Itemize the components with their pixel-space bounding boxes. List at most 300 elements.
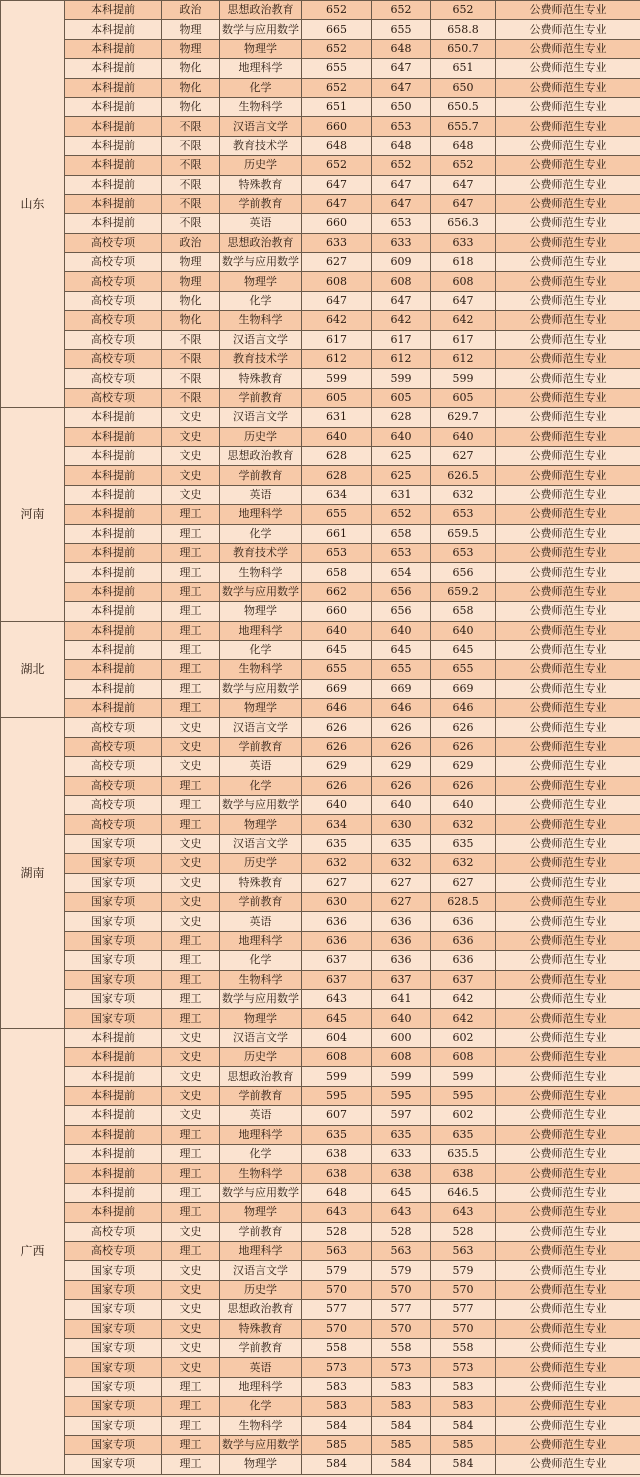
subject-cell: 不限 (162, 388, 220, 407)
table-row (1, 699, 640, 718)
major-cell: 数学与应用数学 (220, 989, 302, 1008)
major-cell: 数学与应用数学 (220, 253, 302, 272)
note-cell: 公费师范生专业 (496, 388, 640, 407)
table-row (1, 1300, 640, 1319)
subject-cell: 理工 (162, 1203, 220, 1222)
max-score-cell: 617 (302, 330, 372, 349)
subject-cell: 理工 (162, 1125, 220, 1144)
batch-cell: 高校专项 (65, 1242, 162, 1261)
subject-cell: 文史 (162, 1280, 220, 1299)
province-cell: 河南 (1, 408, 65, 621)
table-row (1, 796, 640, 815)
province-cell: 广西 (1, 1028, 65, 1474)
min-score-cell: 647 (372, 78, 431, 97)
avg-score-cell: 602 (431, 1106, 496, 1125)
note-cell: 公费师范生专业 (496, 1261, 640, 1280)
batch-cell: 本科提前 (65, 699, 162, 718)
note-cell: 公费师范生专业 (496, 873, 640, 892)
major-cell: 思想政治教育 (220, 1, 302, 20)
batch-cell: 本科提前 (65, 1203, 162, 1222)
max-score-cell: 652 (302, 156, 372, 175)
subject-cell: 物化 (162, 311, 220, 330)
batch-cell: 国家专项 (65, 989, 162, 1008)
subject-cell: 不限 (162, 117, 220, 136)
major-cell: 地理科学 (220, 59, 302, 78)
batch-cell: 国家专项 (65, 873, 162, 892)
min-score-cell: 597 (372, 1106, 431, 1125)
table-row (1, 660, 640, 679)
min-score-cell: 599 (372, 369, 431, 388)
batch-cell: 高校专项 (65, 796, 162, 815)
max-score-cell: 645 (302, 1009, 372, 1028)
batch-cell: 本科提前 (65, 408, 162, 427)
note-cell: 公费师范生专业 (496, 1435, 640, 1454)
min-score-cell: 635 (372, 834, 431, 853)
max-score-cell: 662 (302, 582, 372, 601)
subject-cell: 文史 (162, 834, 220, 853)
min-score-cell: 605 (372, 388, 431, 407)
major-cell: 地理科学 (220, 1125, 302, 1144)
major-cell: 英语 (220, 1106, 302, 1125)
batch-cell: 国家专项 (65, 912, 162, 931)
note-cell: 公费师范生专业 (496, 1242, 640, 1261)
max-score-cell: 646 (302, 699, 372, 718)
major-cell: 历史学 (220, 1048, 302, 1067)
subject-cell: 政治 (162, 233, 220, 252)
max-score-cell: 631 (302, 408, 372, 427)
major-cell: 物理学 (220, 699, 302, 718)
table-row (1, 873, 640, 892)
batch-cell: 高校专项 (65, 757, 162, 776)
subject-cell: 理工 (162, 543, 220, 562)
subject-cell: 理工 (162, 796, 220, 815)
batch-cell: 高校专项 (65, 350, 162, 369)
major-cell: 学前教育 (220, 737, 302, 756)
table-row (1, 1222, 640, 1241)
table-row (1, 272, 640, 291)
major-cell: 化学 (220, 78, 302, 97)
batch-cell: 本科提前 (65, 1028, 162, 1047)
major-cell: 化学 (220, 291, 302, 310)
note-cell: 公费师范生专业 (496, 989, 640, 1008)
min-score-cell: 636 (372, 951, 431, 970)
subject-cell: 不限 (162, 156, 220, 175)
batch-cell: 国家专项 (65, 834, 162, 853)
note-cell: 公费师范生专业 (496, 233, 640, 252)
note-cell: 公费师范生专业 (496, 1338, 640, 1357)
table-row (1, 640, 640, 659)
avg-score-cell: 583 (431, 1397, 496, 1416)
max-score-cell: 585 (302, 1435, 372, 1454)
table-row (1, 1028, 640, 1047)
table-row (1, 1183, 640, 1202)
note-cell: 公费师范生专业 (496, 776, 640, 795)
note-cell: 公费师范生专业 (496, 1397, 640, 1416)
table-row (1, 951, 640, 970)
min-score-cell: 650 (372, 97, 431, 116)
subject-cell: 不限 (162, 350, 220, 369)
batch-cell: 本科提前 (65, 1067, 162, 1086)
note-cell: 公费师范生专业 (496, 117, 640, 136)
avg-score-cell: 643 (431, 1203, 496, 1222)
major-cell: 特殊教育 (220, 873, 302, 892)
major-cell: 汉语言文学 (220, 117, 302, 136)
min-score-cell: 652 (372, 156, 431, 175)
table-row (1, 621, 640, 640)
note-cell: 公费师范生专业 (496, 718, 640, 737)
batch-cell: 本科提前 (65, 59, 162, 78)
note-cell: 公费师范生专业 (496, 175, 640, 194)
subject-cell: 文史 (162, 427, 220, 446)
note-cell: 公费师范生专业 (496, 350, 640, 369)
table-row (1, 892, 640, 911)
province-cell: 湖北 (1, 621, 65, 718)
batch-cell: 高校专项 (65, 311, 162, 330)
note-cell: 公费师范生专业 (496, 951, 640, 970)
major-cell: 生物科学 (220, 970, 302, 989)
table-body (1, 1, 640, 1475)
avg-score-cell: 669 (431, 679, 496, 698)
table-row (1, 1338, 640, 1357)
table-row (1, 78, 640, 97)
note-cell: 公费师范生专业 (496, 699, 640, 718)
table-row (1, 931, 640, 950)
major-cell: 生物科学 (220, 660, 302, 679)
note-cell: 公费师范生专业 (496, 156, 640, 175)
avg-score-cell: 629.7 (431, 408, 496, 427)
table-row (1, 1106, 640, 1125)
note-cell: 公费师范生专业 (496, 136, 640, 155)
batch-cell: 国家专项 (65, 1377, 162, 1396)
table-row (1, 989, 640, 1008)
batch-cell: 本科提前 (65, 446, 162, 465)
max-score-cell: 579 (302, 1261, 372, 1280)
major-cell: 物理学 (220, 1455, 302, 1474)
max-score-cell: 628 (302, 446, 372, 465)
avg-score-cell: 632 (431, 485, 496, 504)
subject-cell: 文史 (162, 1028, 220, 1047)
avg-score-cell: 637 (431, 970, 496, 989)
batch-cell: 本科提前 (65, 175, 162, 194)
min-score-cell: 648 (372, 39, 431, 58)
max-score-cell: 605 (302, 388, 372, 407)
min-score-cell: 579 (372, 1261, 431, 1280)
note-cell: 公费师范生专业 (496, 194, 640, 213)
note-cell: 公费师范生专业 (496, 485, 640, 504)
min-score-cell: 573 (372, 1358, 431, 1377)
table-row (1, 369, 640, 388)
batch-cell: 国家专项 (65, 1397, 162, 1416)
batch-cell: 国家专项 (65, 892, 162, 911)
table-row (1, 408, 640, 427)
batch-cell: 本科提前 (65, 1086, 162, 1105)
avg-score-cell: 650 (431, 78, 496, 97)
avg-score-cell: 636 (431, 931, 496, 950)
batch-cell: 国家专项 (65, 1261, 162, 1280)
major-cell: 生物科学 (220, 563, 302, 582)
avg-score-cell: 599 (431, 1067, 496, 1086)
batch-cell: 国家专项 (65, 1009, 162, 1028)
batch-cell: 高校专项 (65, 253, 162, 272)
major-cell: 地理科学 (220, 621, 302, 640)
note-cell: 公费师范生专业 (496, 1280, 640, 1299)
major-cell: 化学 (220, 1145, 302, 1164)
min-score-cell: 653 (372, 117, 431, 136)
note-cell: 公费师范生专业 (496, 1183, 640, 1202)
batch-cell: 本科提前 (65, 1125, 162, 1144)
subject-cell: 物理 (162, 39, 220, 58)
max-score-cell: 627 (302, 253, 372, 272)
max-score-cell: 630 (302, 892, 372, 911)
subject-cell: 文史 (162, 718, 220, 737)
subject-cell: 文史 (162, 408, 220, 427)
avg-score-cell: 633 (431, 233, 496, 252)
avg-score-cell: 570 (431, 1280, 496, 1299)
avg-score-cell: 648 (431, 136, 496, 155)
min-score-cell: 633 (372, 1145, 431, 1164)
avg-score-cell: 612 (431, 350, 496, 369)
table-row (1, 1358, 640, 1377)
batch-cell: 本科提前 (65, 1106, 162, 1125)
subject-cell: 理工 (162, 1164, 220, 1183)
major-cell: 数学与应用数学 (220, 582, 302, 601)
subject-cell: 理工 (162, 931, 220, 950)
min-score-cell: 583 (372, 1397, 431, 1416)
max-score-cell: 634 (302, 485, 372, 504)
table-row (1, 1319, 640, 1338)
max-score-cell: 583 (302, 1377, 372, 1396)
avg-score-cell: 605 (431, 388, 496, 407)
min-score-cell: 583 (372, 1377, 431, 1396)
major-cell: 英语 (220, 214, 302, 233)
batch-cell: 本科提前 (65, 505, 162, 524)
major-cell: 学前教育 (220, 892, 302, 911)
max-score-cell: 655 (302, 660, 372, 679)
avg-score-cell: 645 (431, 640, 496, 659)
avg-score-cell: 656.3 (431, 214, 496, 233)
major-cell: 汉语言文学 (220, 718, 302, 737)
batch-cell: 国家专项 (65, 1338, 162, 1357)
subject-cell: 理工 (162, 621, 220, 640)
table-row (1, 834, 640, 853)
major-cell: 学前教育 (220, 388, 302, 407)
major-cell: 英语 (220, 485, 302, 504)
min-score-cell: 625 (372, 466, 431, 485)
batch-cell: 国家专项 (65, 1358, 162, 1377)
batch-cell: 本科提前 (65, 563, 162, 582)
table-row (1, 1067, 640, 1086)
max-score-cell: 640 (302, 796, 372, 815)
batch-cell: 本科提前 (65, 679, 162, 698)
min-score-cell: 653 (372, 543, 431, 562)
note-cell: 公费师范生专业 (496, 291, 640, 310)
note-cell: 公费师范生专业 (496, 1125, 640, 1144)
note-cell: 公费师范生专业 (496, 834, 640, 853)
avg-score-cell: 635 (431, 834, 496, 853)
note-cell: 公费师范生专业 (496, 1048, 640, 1067)
min-score-cell: 638 (372, 1164, 431, 1183)
min-score-cell: 655 (372, 20, 431, 39)
min-score-cell: 600 (372, 1028, 431, 1047)
subject-cell: 不限 (162, 330, 220, 349)
table-row (1, 543, 640, 562)
min-score-cell: 652 (372, 1, 431, 20)
max-score-cell: 655 (302, 505, 372, 524)
note-cell: 公费师范生专业 (496, 1145, 640, 1164)
note-cell: 公费师范生专业 (496, 602, 640, 621)
subject-cell: 文史 (162, 737, 220, 756)
batch-cell: 本科提前 (65, 1164, 162, 1183)
max-score-cell: 635 (302, 834, 372, 853)
table-row (1, 679, 640, 698)
subject-cell: 理工 (162, 776, 220, 795)
avg-score-cell: 608 (431, 1048, 496, 1067)
max-score-cell: 638 (302, 1145, 372, 1164)
avg-score-cell: 626 (431, 737, 496, 756)
table-row (1, 602, 640, 621)
max-score-cell: 563 (302, 1242, 372, 1261)
table-row (1, 388, 640, 407)
table-row (1, 466, 640, 485)
note-cell: 公费师范生专业 (496, 970, 640, 989)
max-score-cell: 583 (302, 1397, 372, 1416)
major-cell: 特殊教育 (220, 175, 302, 194)
min-score-cell: 626 (372, 737, 431, 756)
table-row (1, 1086, 640, 1105)
subject-cell: 理工 (162, 563, 220, 582)
major-cell: 化学 (220, 524, 302, 543)
batch-cell: 本科提前 (65, 485, 162, 504)
avg-score-cell: 642 (431, 1009, 496, 1028)
table-row (1, 233, 640, 252)
max-score-cell: 528 (302, 1222, 372, 1241)
avg-score-cell: 655.7 (431, 117, 496, 136)
max-score-cell: 652 (302, 1, 372, 20)
min-score-cell: 654 (372, 563, 431, 582)
max-score-cell: 626 (302, 718, 372, 737)
subject-cell: 理工 (162, 1009, 220, 1028)
note-cell: 公费师范生专业 (496, 272, 640, 291)
subject-cell: 文史 (162, 854, 220, 873)
table-row (1, 446, 640, 465)
avg-score-cell: 653 (431, 543, 496, 562)
avg-score-cell: 528 (431, 1222, 496, 1241)
table-row (1, 776, 640, 795)
table-row (1, 1377, 640, 1396)
table-row (1, 737, 640, 756)
table-row (1, 1164, 640, 1183)
table-row (1, 563, 640, 582)
min-score-cell: 647 (372, 175, 431, 194)
table-row (1, 1455, 640, 1474)
batch-cell: 本科提前 (65, 660, 162, 679)
batch-cell: 本科提前 (65, 466, 162, 485)
max-score-cell: 608 (302, 1048, 372, 1067)
subject-cell: 不限 (162, 136, 220, 155)
note-cell: 公费师范生专业 (496, 1455, 640, 1474)
max-score-cell: 626 (302, 737, 372, 756)
batch-cell: 本科提前 (65, 97, 162, 116)
max-score-cell: 651 (302, 97, 372, 116)
note-cell: 公费师范生专业 (496, 1009, 640, 1028)
major-cell: 地理科学 (220, 505, 302, 524)
max-score-cell: 595 (302, 1086, 372, 1105)
table-row (1, 1416, 640, 1435)
batch-cell: 国家专项 (65, 1455, 162, 1474)
major-cell: 数学与应用数学 (220, 1435, 302, 1454)
table-row (1, 156, 640, 175)
avg-score-cell: 628.5 (431, 892, 496, 911)
avg-score-cell: 642 (431, 989, 496, 1008)
batch-cell: 本科提前 (65, 1183, 162, 1202)
batch-cell: 高校专项 (65, 233, 162, 252)
avg-score-cell: 632 (431, 854, 496, 873)
avg-score-cell: 595 (431, 1086, 496, 1105)
subject-cell: 文史 (162, 485, 220, 504)
major-cell: 物理学 (220, 39, 302, 58)
batch-cell: 本科提前 (65, 582, 162, 601)
max-score-cell: 629 (302, 757, 372, 776)
avg-score-cell: 570 (431, 1319, 496, 1338)
note-cell: 公费师范生专业 (496, 679, 640, 698)
table-row (1, 757, 640, 776)
min-score-cell: 585 (372, 1435, 431, 1454)
batch-cell: 本科提前 (65, 602, 162, 621)
avg-score-cell: 618 (431, 253, 496, 272)
note-cell: 公费师范生专业 (496, 59, 640, 78)
max-score-cell: 608 (302, 272, 372, 291)
subject-cell: 文史 (162, 1358, 220, 1377)
max-score-cell: 645 (302, 640, 372, 659)
min-score-cell: 645 (372, 1183, 431, 1202)
note-cell: 公费师范生专业 (496, 621, 640, 640)
min-score-cell: 641 (372, 989, 431, 1008)
major-cell: 化学 (220, 776, 302, 795)
major-cell: 教育技术学 (220, 136, 302, 155)
note-cell: 公费师范生专业 (496, 1, 640, 20)
note-cell: 公费师范生专业 (496, 1067, 640, 1086)
avg-score-cell: 573 (431, 1358, 496, 1377)
min-score-cell: 640 (372, 427, 431, 446)
major-cell: 数学与应用数学 (220, 1183, 302, 1202)
table-row (1, 253, 640, 272)
avg-score-cell: 558 (431, 1338, 496, 1357)
min-score-cell: 608 (372, 1048, 431, 1067)
province-cell: 湖南 (1, 718, 65, 1028)
max-score-cell: 660 (302, 214, 372, 233)
major-cell: 地理科学 (220, 1242, 302, 1261)
major-cell: 生物科学 (220, 1416, 302, 1435)
note-cell: 公费师范生专业 (496, 1377, 640, 1396)
table-row (1, 59, 640, 78)
subject-cell: 文史 (162, 757, 220, 776)
note-cell: 公费师范生专业 (496, 757, 640, 776)
note-cell: 公费师范生专业 (496, 796, 640, 815)
max-score-cell: 635 (302, 1125, 372, 1144)
max-score-cell: 660 (302, 117, 372, 136)
note-cell: 公费师范生专业 (496, 543, 640, 562)
max-score-cell: 647 (302, 291, 372, 310)
major-cell: 化学 (220, 640, 302, 659)
min-score-cell: 653 (372, 214, 431, 233)
max-score-cell: 661 (302, 524, 372, 543)
table-row (1, 39, 640, 58)
batch-cell: 国家专项 (65, 1300, 162, 1319)
avg-score-cell: 626 (431, 776, 496, 795)
min-score-cell: 656 (372, 582, 431, 601)
subject-cell: 理工 (162, 505, 220, 524)
batch-cell: 本科提前 (65, 621, 162, 640)
